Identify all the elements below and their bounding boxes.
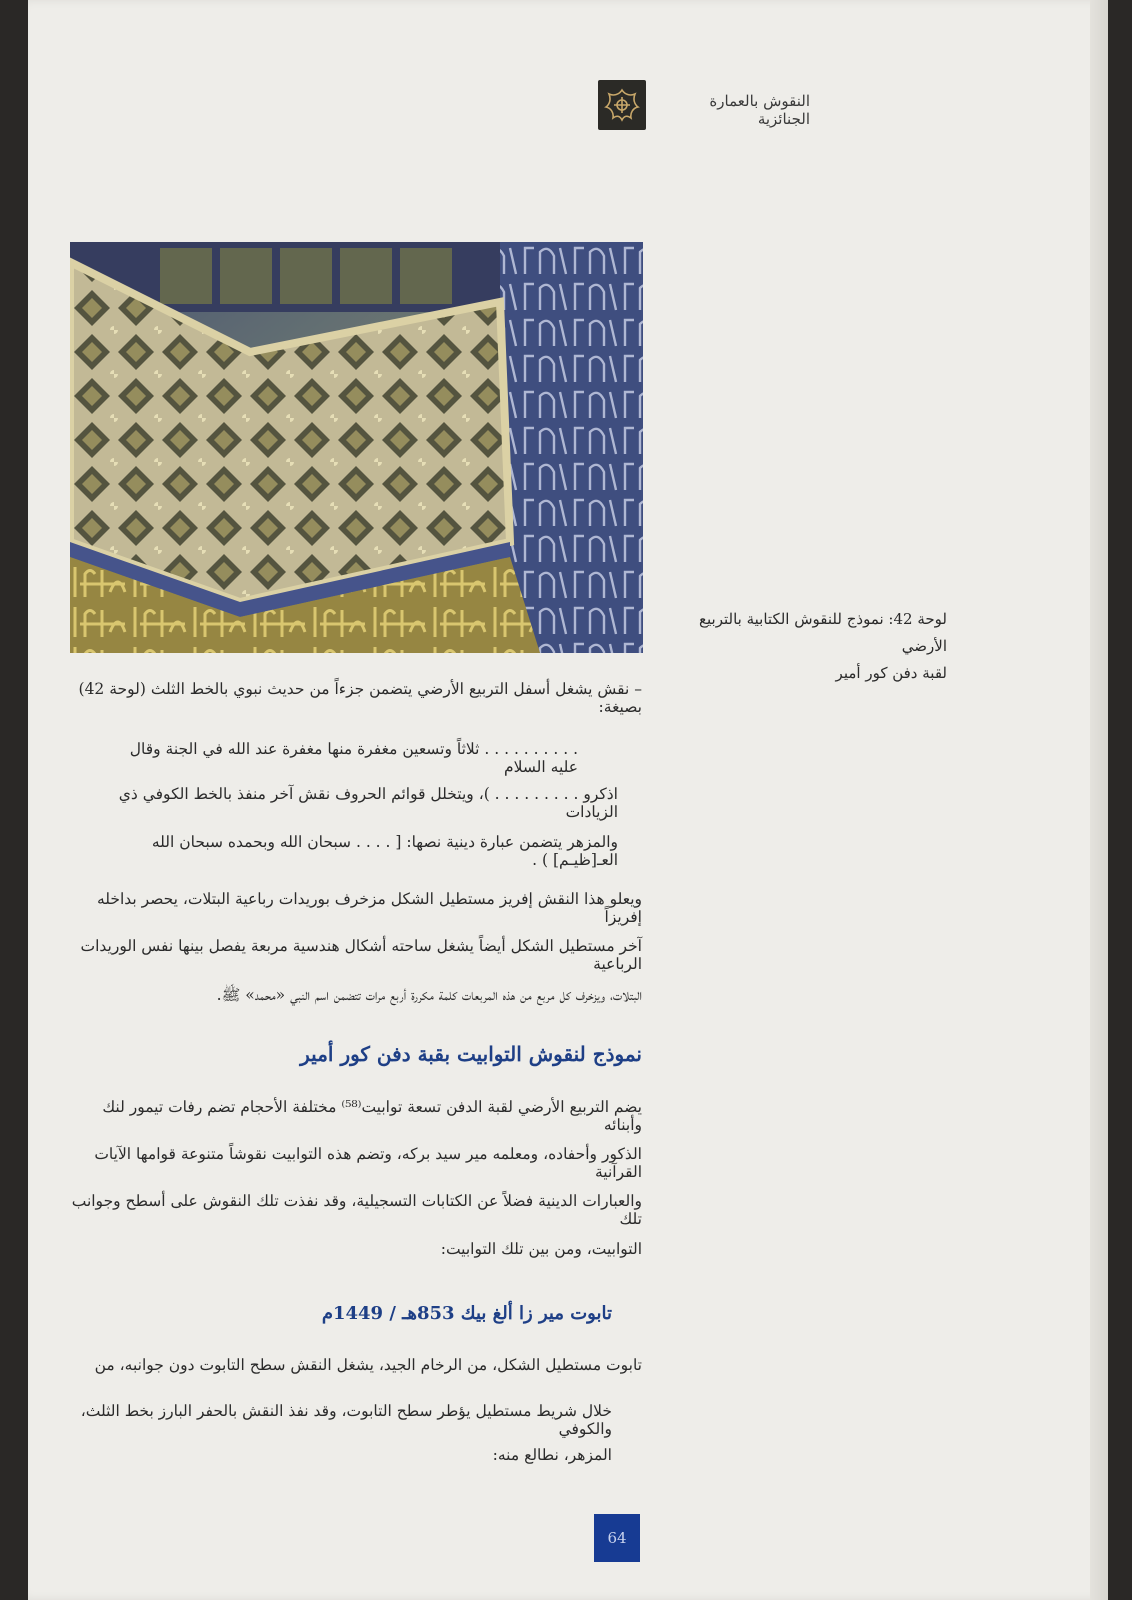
section-line-1: يضم التربيع الأرضي لقبة الدفن تسعة توابيت⁽⁵⁸⁾ مختلفة الأحجام تضم رفات تيمور لنك وأبنائه — [102, 1098, 642, 1134]
subsection-line-1: تابوت مستطيل الشكل، من الرخام الجيد، يشغل النقش سطح التابوت دون جوانبه، من — [94, 1356, 642, 1374]
page-edge — [1090, 0, 1108, 1600]
subsection-line-3: المزهر، نطالع منه: — [492, 1446, 612, 1464]
quote-line-2: اذكرو . . . . . . . . . )، ويتخلل قوائم الحروف نقش آخر منفذ بالخط الكوفي ذي الزيادات — [118, 785, 618, 821]
intro-paragraph: – نقش يشغل أسفل التربيع الأرضي يتضمن جزءاً من حديث نبوي بالخط الثلث (لوحة 42) بصيغة: — [78, 680, 642, 716]
mosaic-photo — [70, 242, 643, 653]
frieze-line-2: آخر مستطيل الشكل أيضاً يشغل ساحته أشكال هندسية مربعة يفصل بينها نفس الوريدات الرباعية — [80, 937, 642, 973]
section-line-3: والعبارات الدينية فضلاً عن الكتابات التسجيلية، وقد نفذت تلك النقوش على أسطح وجوانب تلك — [71, 1192, 642, 1228]
subsection-line-2: خلال شريط مستطيل يؤطر سطح التابوت، وقد نفذ النقش بالحفر البارز بخط الثلث، والكوفي — [80, 1402, 612, 1438]
figure-caption — [665, 606, 947, 687]
ornamental-emblem-icon — [598, 80, 646, 130]
section-heading: نموذج لنقوش التوابيت بقبة دفن كور أمير — [300, 1042, 642, 1066]
quote-line-3: والمزهر يتضمن عبارة دينية نصها: [ . . . . سبحان الله وبحمده سبحان الله العـ[ظيـم] ) . — [151, 833, 618, 869]
frieze-line-3: البتلات، ويزخرف كل مربع من هذه المربعات كلمة مكررة أربع مرات تتضمن اسم النبي «محمد» ﷺ. — [216, 986, 642, 1004]
caption-line-2: لقبة دفن كور أمير — [835, 664, 947, 682]
subsection-heading: تابوت مير زا ألغ بيك 853هـ / 1449م — [321, 1303, 612, 1324]
section-line-4: التوابيت، ومن بين تلك التوابيت: — [440, 1240, 642, 1258]
quote-line-1: . . . . . . . . . . ثلاثاً وتسعين مغفرة منها مغفرة عند الله في الجنة وقال عليه السلام — [129, 740, 578, 776]
caption-line-1: لوحة 42: نموذج للنقوش الكتابية بالتربيع الأرضي — [699, 610, 947, 655]
frieze-line-1: ويعلو هذا النقش إفريز مستطيل الشكل مزخرف بوريدات رباعية البتلات، يحصر بداخله إفريزاً — [96, 890, 642, 926]
page-number: 64 — [594, 1514, 640, 1562]
section-line-2: الذكور وأحفاده، ومعلمه مير سيد بركه، وتضم هذه التوابيت نقوشاً متنوعة قوامها الآيات القرآنية — [94, 1145, 642, 1181]
running-header-title: النقوش بالعمارة الجنائزية — [709, 92, 810, 128]
